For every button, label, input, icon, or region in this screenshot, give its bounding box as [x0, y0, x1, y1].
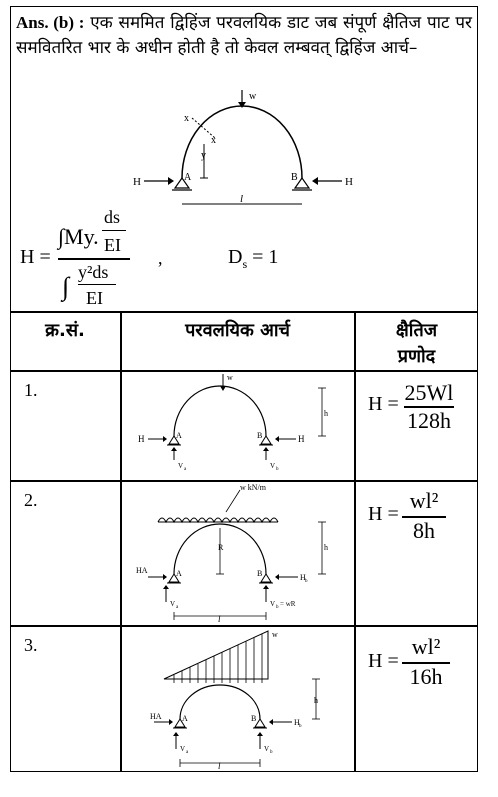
svg-text:h: h	[314, 696, 318, 705]
row1-thrust-lhs: H =	[368, 393, 399, 415]
row3-thrust-numerator: wl²	[411, 634, 441, 659]
svg-text:= wR: = wR	[280, 600, 296, 608]
svg-text:w kN/m: w kN/m	[240, 483, 266, 492]
svg-text:HA: HA	[136, 566, 148, 575]
svg-text:A: A	[176, 431, 182, 440]
svg-text:b: b	[305, 579, 308, 584]
svg-text:HA: HA	[150, 712, 162, 721]
svg-text:R: R	[218, 543, 224, 552]
h-left-label: H	[133, 176, 141, 188]
svg-text:a: a	[184, 467, 187, 472]
svg-text:b: b	[276, 605, 279, 610]
svg-text:l: l	[218, 761, 221, 771]
formula-comma: ,	[158, 248, 163, 268]
svg-text:H: H	[294, 718, 300, 727]
svg-text:V: V	[180, 745, 186, 753]
row1-serial: 1.	[24, 380, 38, 400]
row3-thrust-lhs: H =	[368, 650, 399, 672]
header-parabolic-arch: परवलयिक आर्च	[185, 320, 290, 341]
svg-text:l: l	[218, 614, 221, 624]
row2-thrust-denominator: 8h	[413, 518, 435, 543]
formula-main-fraction-bar	[58, 258, 130, 260]
row3-serial: 3.	[24, 635, 38, 655]
row3-arch-diagram	[130, 627, 346, 771]
header-serial: क्र.सं.	[45, 320, 85, 341]
support-b-label: B	[291, 172, 298, 183]
svg-text:V: V	[270, 462, 276, 470]
row2-thrust-numerator: wl²	[409, 488, 439, 513]
section-label-x2: x	[211, 135, 216, 146]
span-label: l	[240, 193, 244, 205]
formula-ds-equals: $D_s = 1$	[228, 246, 279, 271]
row2-arch-diagram	[130, 482, 346, 624]
formula-num-ei: EI	[104, 235, 121, 255]
answer-text: एक सममित द्विहिंज परवलयिक डाट जब संपूर्ण क्षैतिज पाट पर समवितरित भार के अधीन होती है तो केवल लम्बवत् द्विहिंज आर्च–	[16, 13, 473, 58]
svg-text:B: B	[257, 569, 263, 578]
svg-text:V: V	[170, 600, 176, 608]
svg-text:w: w	[227, 373, 233, 382]
svg-text:A: A	[176, 569, 182, 578]
svg-text:w: w	[272, 630, 278, 639]
formula-den-integral: ∫	[62, 272, 70, 301]
row2-thrust-lhs: H =	[368, 503, 399, 525]
svg-text:V: V	[270, 600, 276, 608]
svg-text:H: H	[300, 573, 306, 582]
answer-paragraph	[16, 10, 472, 61]
formula-num-ds: ds	[104, 207, 121, 227]
formula-num-integral: ∫My.	[58, 224, 99, 249]
svg-text:V: V	[264, 745, 270, 753]
load-label: w	[249, 91, 257, 102]
svg-text:h: h	[324, 543, 328, 552]
svg-text:a: a	[186, 750, 189, 755]
svg-text:H: H	[138, 434, 145, 444]
svg-text:b: b	[299, 724, 302, 729]
arch-curve	[182, 106, 302, 178]
svg-text:V: V	[178, 462, 184, 470]
formula-den-y2ds: y²ds	[78, 262, 109, 282]
svg-text:b: b	[276, 467, 279, 472]
answer-label: Ans. (b) :	[16, 13, 85, 32]
formula-den-ei: EI	[86, 288, 103, 308]
svg-text:h: h	[324, 409, 328, 418]
svg-text:a: a	[176, 605, 179, 610]
svg-text:B: B	[251, 714, 257, 723]
row1-thrust-denominator: 128h	[407, 408, 451, 433]
y-label: y	[201, 150, 206, 161]
formula-lhs: H =	[20, 246, 51, 268]
svg-text:A: A	[182, 714, 188, 723]
section-label-x1: x	[184, 113, 189, 124]
svg-text:b: b	[270, 750, 273, 755]
h-right-label: H	[345, 176, 353, 188]
intro-arch-diagram	[120, 86, 360, 212]
row1-arch-diagram	[130, 372, 346, 478]
row2-serial: 2.	[24, 490, 38, 510]
support-a-label: A	[184, 172, 192, 183]
row3-thrust-denominator: 16h	[409, 664, 443, 689]
row1-thrust-numerator: 25Wl	[404, 380, 454, 405]
header-horizontal-thrust: क्षैतिज प्रणोद	[395, 320, 438, 367]
svg-text:H: H	[298, 434, 305, 444]
svg-text:B: B	[257, 431, 263, 440]
